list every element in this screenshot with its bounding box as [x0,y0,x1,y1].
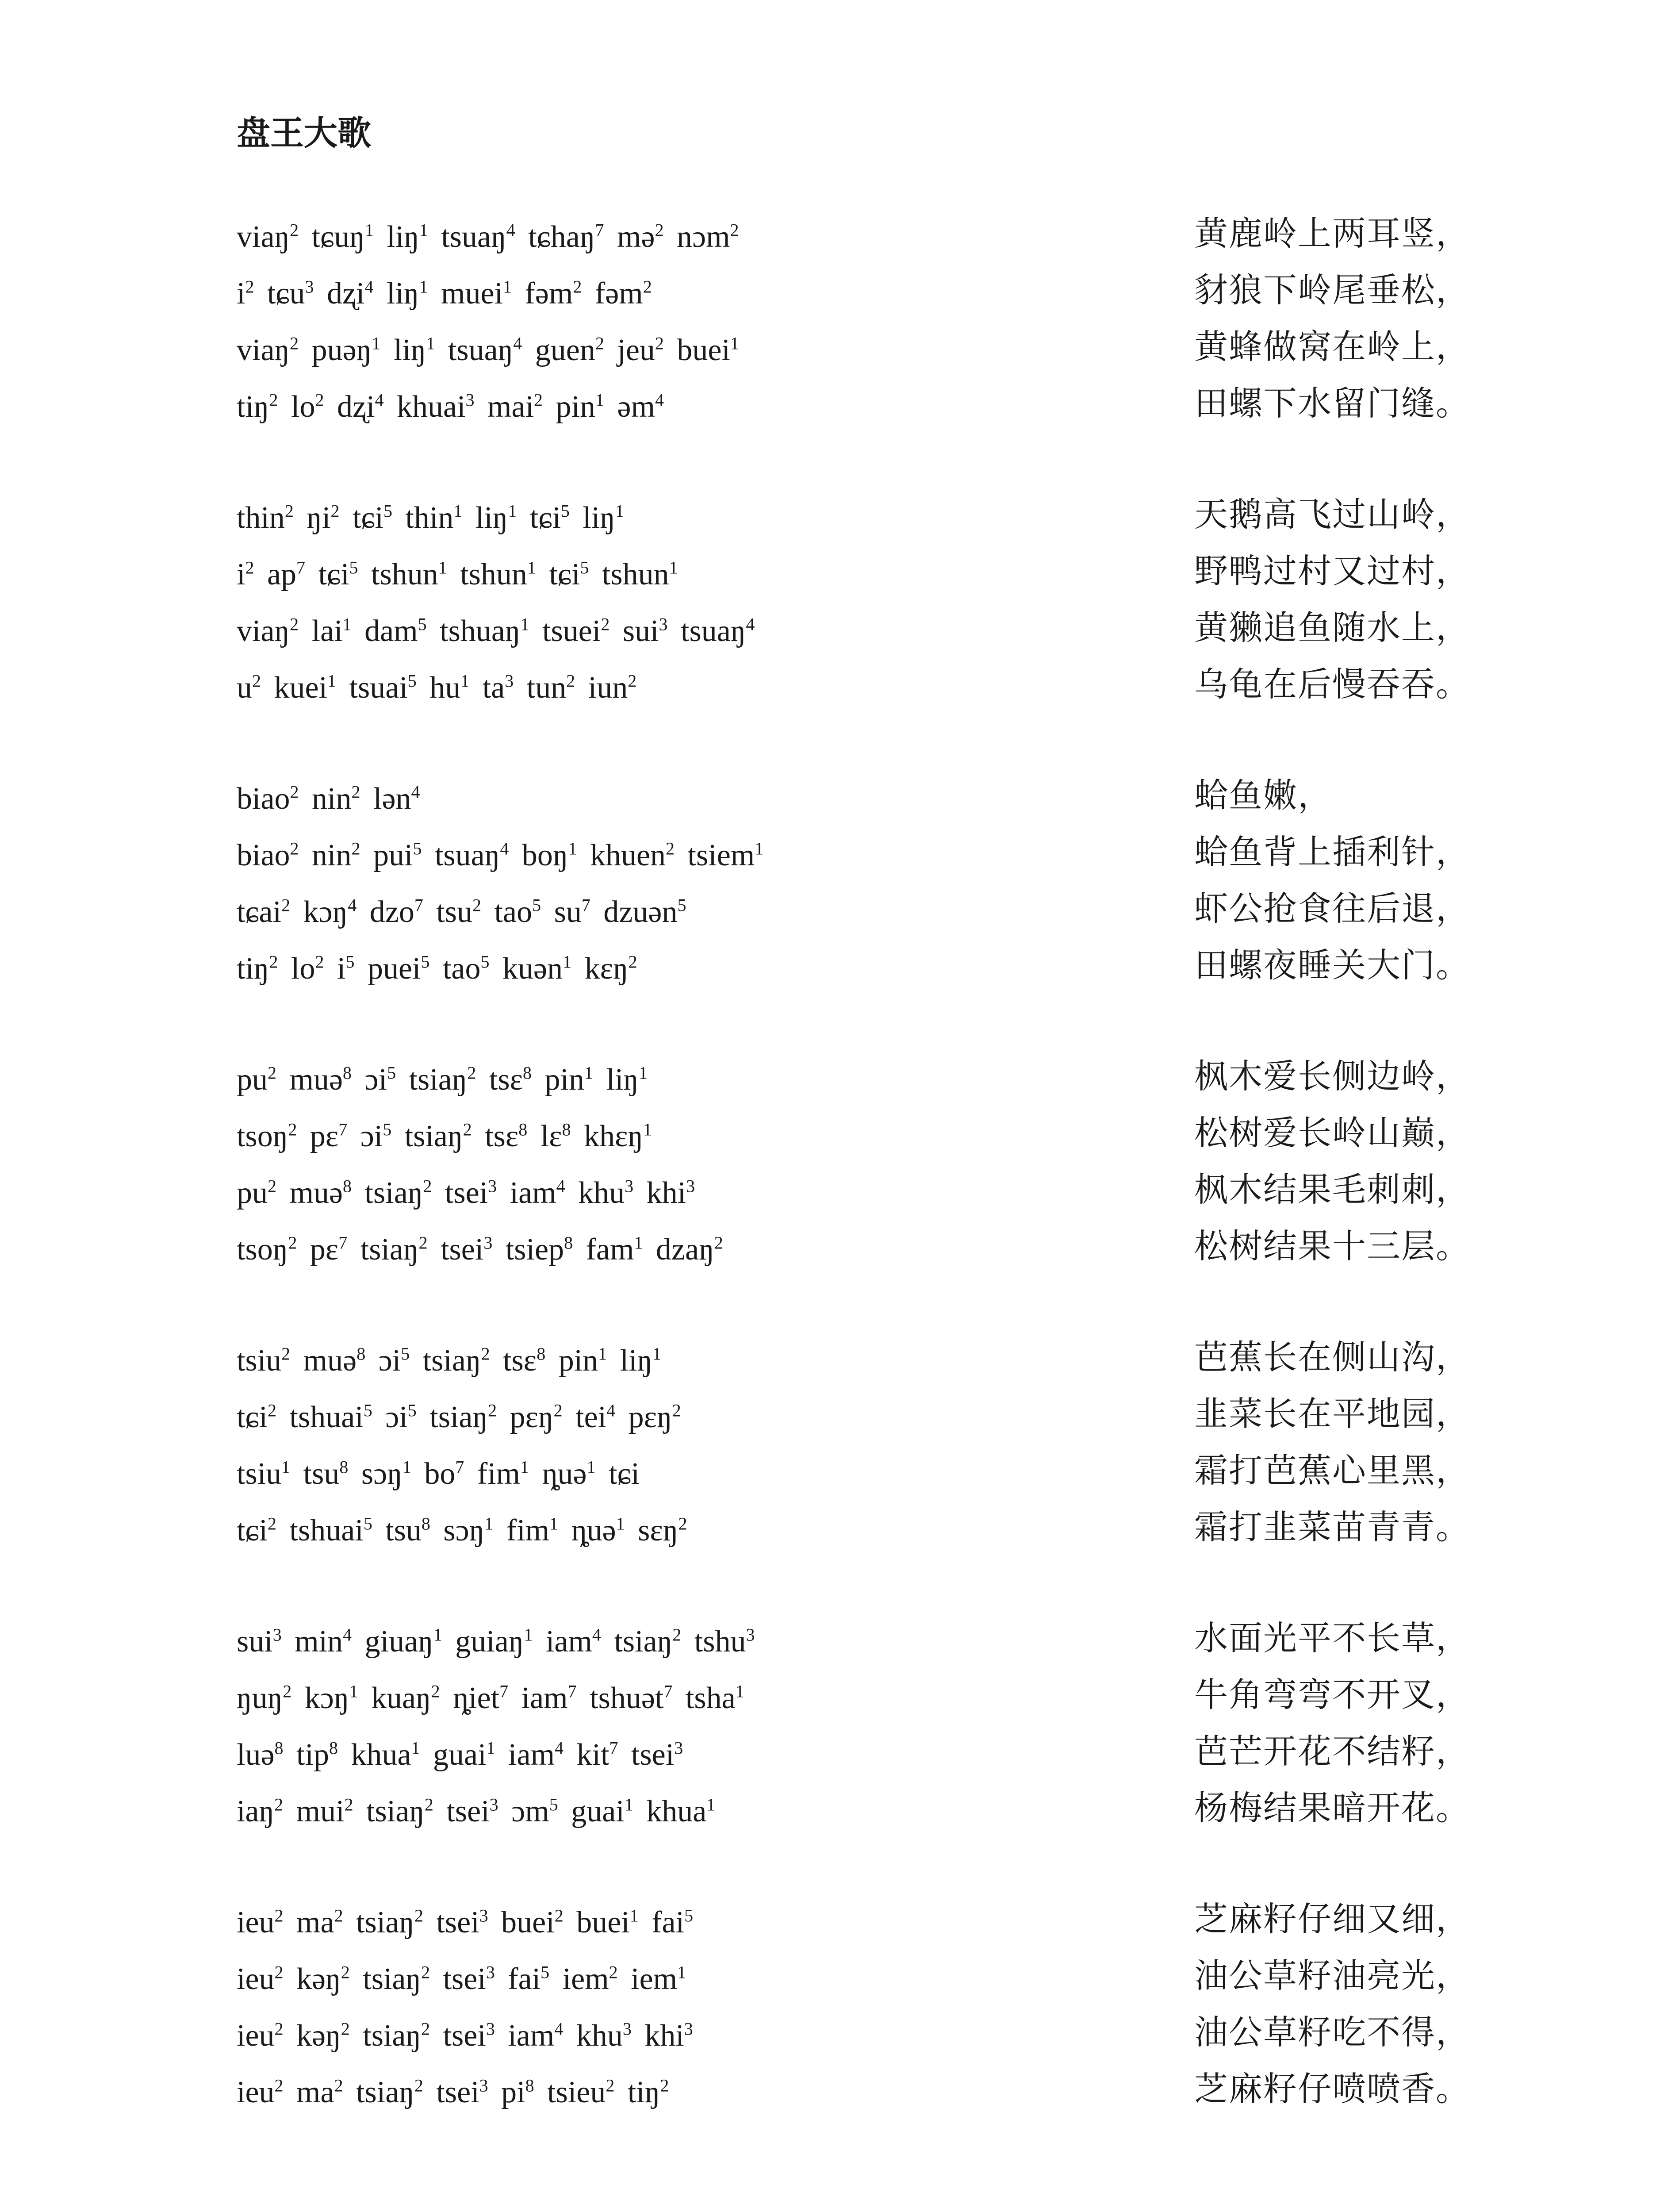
verse-7 [237,1893,1528,2120]
verse-line [237,940,1528,996]
phonetic-line: tiŋ$^2$ $lo^2$ $i^5$ puei$^5$ tao$^5$ kuən$^1$ kɛŋ$^2$ [237,952,637,986]
verse-line [237,208,1528,265]
chinese-line: 芝麻籽仔喷喷香。 [1194,2069,1470,2108]
chinese-line: 松树爱长岭山巅， [1194,1113,1470,1152]
phonetic-line: tsiu$^2$ muə$^8$ ɔi$^5$ tsiaŋ$^2$ tsɛ$^8$ pin$^1$ liŋ$^1$ [237,1344,662,1378]
verse-line [237,1893,1528,1950]
phonetic-line: biao$^2$ nin$^2$ lən$^4$ [237,782,420,816]
chinese-line: 田螺下水留门缝。 [1194,384,1470,423]
verse-line [237,1502,1528,1558]
verse-1 [237,208,1528,434]
verse-5 [237,1332,1528,1558]
phonetic-line: ieu$^2$ kəŋ$^2$ tsiaŋ$^2$ tsei$^3$ iam$^4$ khu$^3$ khi$^3$ [237,2019,693,2053]
chinese-line: 黄蜂做窝在岭上， [1194,327,1470,366]
verse-line [237,1051,1528,1107]
verse-line [237,1388,1528,1445]
verse-line [237,770,1528,826]
chinese-line: 芭芒开花不结籽， [1194,1732,1470,1771]
verse-line [237,1445,1528,1502]
chinese-line: 霜打韭菜苗青青。 [1194,1507,1470,1547]
phonetic-line: iaŋ$^2$ mui$^2$ tsiaŋ$^2$ tsei$^3$ ɔm$^5$ guai$^1$ khua$^1$ [237,1794,716,1828]
verse-line [237,2007,1528,2063]
phonetic-line: ŋuŋ$^2$ kɔŋ$^1$ kuaŋ$^2$ ȵiet$^7$ iam$^7$ tshuət$^7$ tsha$^1$ [237,1681,744,1715]
verse-line [237,265,1528,321]
verse-4 [237,1051,1528,1277]
phonetic-line: tɕi$^2$ tshuai$^5$ tsu$^8$ sɔŋ$^1$ fim$^1$ ȵuə$^1$ sɛŋ$^2$ [237,1513,687,1548]
phonetic-line: sui$^3$ $\min^4$ giuaŋ$^1$ guiaŋ$^1$ iam$^4$ tsiaŋ$^2$ tshu$^3$ [237,1624,755,1659]
chinese-line: 水面光平不长草， [1194,1618,1470,1658]
chinese-line: 野鸭过村又过村， [1194,551,1470,591]
phonetic-line: viaŋ$^2$ lai$^1$ dam$^5$ tshuaŋ$^1$ tsuei$^2$ sui$^3$ tsuaŋ$^4$ [237,614,755,648]
verse-line [237,1613,1528,1669]
chinese-line: 枫木爱长侧边岭， [1194,1056,1470,1096]
phonetic-line: tsoŋ$^2$ pɛ$^7$ tsiaŋ$^2$ tsei$^3$ tsiep$^8$ fam$^1$ dzaŋ$^2$ [237,1233,723,1267]
verse-line [237,602,1528,659]
phonetic-line: $pu^2$ muə$^8$ ɔi$^5$ tsiaŋ$^2$ tsɛ$^8$ pin$^1$ liŋ$^1$ [237,1063,648,1097]
phonetic-line: ieu$^2$ kəŋ$^2$ tsiaŋ$^2$ tsei$^3$ fai$^5$ iem$^2$ iem$^1$ [237,1962,686,1996]
chinese-line: 黄獭追鱼随水上， [1194,608,1470,647]
verse-3 [237,770,1528,996]
phonetic-line: luə$^8$ tip$^8$ khua$^1$ guai$^1$ iam$^4$ kit$^7$ tsei$^3$ [237,1738,683,1772]
verse-line [237,545,1528,602]
chinese-line: 霜打芭蕉心里黑， [1194,1451,1470,1490]
phonetic-line: viaŋ$^2$ puəŋ$^1$ liŋ$^1$ tsuaŋ$^4$ guen$^2$ jeu$^2$ buei$^1$ [237,333,739,367]
phonetic-line: biao$^2$ nin$^2$ pui$^5$ tsuaŋ$^4$ boŋ$^1$ khuen$^2$ tsiem$^1$ [237,838,764,872]
phonetic-line: $u^2$ kuei$^1$ tsuai$^5$ $hu^1$ $ta^3$ tun$^2$ iun$^2$ [237,671,637,705]
verse-line [237,1782,1528,1839]
phonetic-line: tɕai$^2$ kɔŋ$^4$ dzo$^7$ tsu$^2$ tao$^5$ $su^7$ dzuən$^5$ [237,895,686,929]
phonetic-line: ieu$^2$ $ma^2$ tsiaŋ$^2$ tsei$^3$ buei$^2$ buei$^1$ fai$^5$ [237,1905,694,1939]
chinese-line: 芝麻籽仔细又细， [1194,1899,1470,1939]
chinese-line: 乌龟在后慢吞吞。 [1194,664,1470,704]
verse-6 [237,1613,1528,1839]
chinese-line: 蛤鱼背上插利针， [1194,832,1470,872]
chinese-line: 枫木结果毛刺刺， [1194,1170,1470,1209]
phonetic-line: $i^2$ tɕu$^3$ dʐi$^4$ liŋ$^1$ muei$^1$ fəm$^2$ fəm$^2$ [237,276,652,311]
verse-line [237,659,1528,715]
phonetic-line: tsiu$^1$ tsu$^8$ sɔŋ$^1$ $bo^7$ fim$^1$ ȵuə$^1$ tɕi [237,1457,640,1491]
page-header-title: 盘王大歌 [237,113,371,153]
chinese-line: 芭蕉长在侧山沟， [1194,1337,1470,1377]
verse-line [237,378,1528,434]
verse-line [237,1950,1528,2007]
chinese-line: 松树结果十三层。 [1194,1226,1470,1266]
phonetic-line: tɕi$^2$ tshuai$^5$ ɔi$^5$ tsiaŋ$^2$ pɛŋ$^2$ tei$^4$ pɛŋ$^2$ [237,1400,681,1434]
verse-line [237,1164,1528,1221]
chinese-line: 黄鹿岭上两耳竖， [1194,214,1470,253]
chinese-line: 韭菜长在平地园， [1194,1394,1470,1433]
verse-line [237,826,1528,883]
chinese-line: 田螺夜睡关大门。 [1194,945,1470,985]
chinese-line: 豺狼下岭尾垂松， [1194,270,1470,310]
phonetic-line: ieu$^2$ $ma^2$ tsiaŋ$^2$ tsei$^3$ $pi^8$ tsieu$^2$ tiŋ$^2$ [237,2075,669,2109]
verse-line [237,321,1528,378]
chinese-line: 虾公抢食往后退， [1194,889,1470,928]
chinese-line: 牛角弯弯不开叉， [1194,1675,1470,1714]
verse-line [237,1221,1528,1277]
verse-line [237,1107,1528,1164]
verse-line [237,1669,1528,1726]
chinese-line: 蛤鱼嫩， [1194,776,1332,815]
verse-line [237,1726,1528,1782]
phonetic-line: tiŋ$^2$ $lo^2$ dʐi$^4$ khuai$^3$ mai$^2$ pin$^1$ əm$^4$ [237,390,664,424]
verse-line [237,883,1528,940]
phonetic-line: thin$^2$ $ŋi^2$ tɕi$^5$ thin$^1$ liŋ$^1$ tɕi$^5$ liŋ$^1$ [237,501,624,535]
verse-line [237,489,1528,545]
phonetic-line: $pu^2$ muə$^8$ tsiaŋ$^2$ tsei$^3$ iam$^4$ khu$^3$ khi$^3$ [237,1176,695,1210]
phonetic-line: viaŋ$^2$ tɕuŋ$^1$ liŋ$^1$ tsuaŋ$^4$ tɕhaŋ$^7$ mə$^2$ nɔm$^2$ [237,220,739,254]
verse-2 [237,489,1528,715]
verse-line [237,2063,1528,2120]
verse-line [237,1332,1528,1388]
chinese-line: 天鹅高飞过山岭， [1194,495,1470,534]
phonetic-line: $i^2$ $ap^7$ tɕi$^5$ tshun$^1$ tshun$^1$ tɕi$^5$ tshun$^1$ [237,557,678,591]
chinese-line: 油公草籽油亮光， [1194,1956,1470,1995]
chinese-line: 杨梅结果暗开花。 [1194,1788,1470,1828]
chinese-line: 油公草籽吃不得， [1194,2012,1470,2052]
phonetic-line: tsoŋ$^2$ pɛ$^7$ ɔi$^5$ tsiaŋ$^2$ tsɛ$^8$ lɛ$^8$ khɛŋ$^1$ [237,1119,652,1153]
